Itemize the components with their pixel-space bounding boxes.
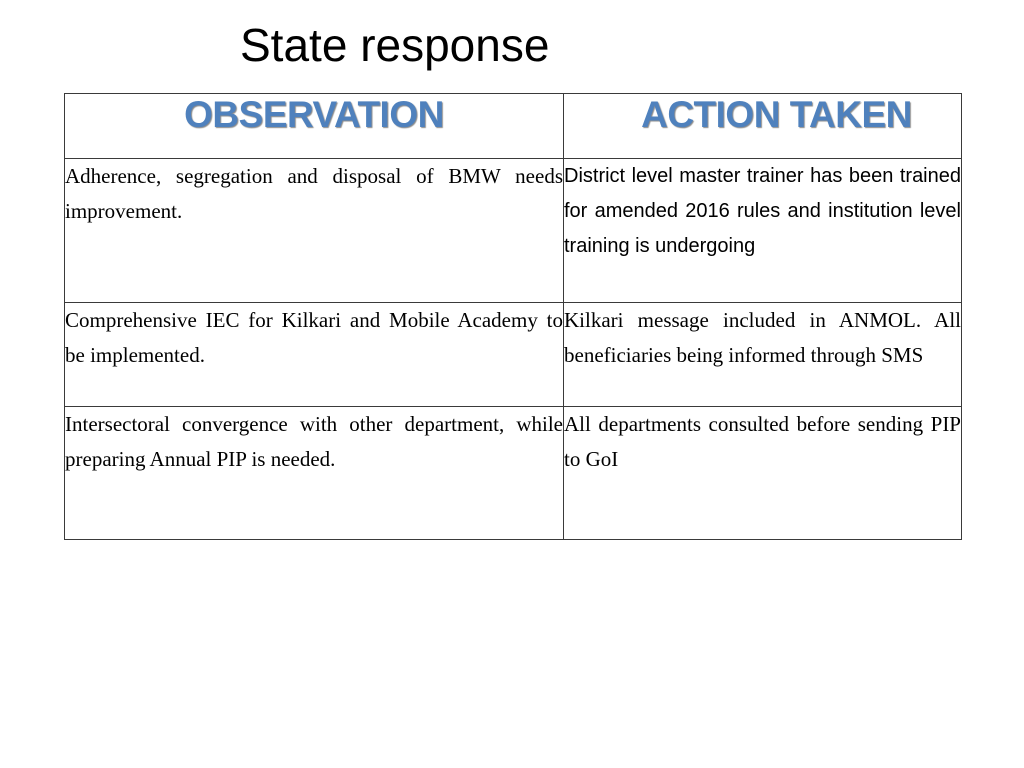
observation-action-table (64, 93, 962, 540)
action-cell: Kilkari message included in ANMOL. All beneficiaries being informed through SMS (564, 303, 962, 407)
column-header-action-taken (564, 94, 962, 159)
table-row (65, 407, 962, 540)
table-row (65, 303, 962, 407)
observation-cell: Comprehensive IEC for Kilkari and Mobile Academy to be implemented. (65, 303, 564, 407)
page-title: State response (240, 19, 550, 71)
action-cell: All departments consulted before sending PIP to GoI (564, 407, 962, 540)
observation-cell: Adherence, segregation and disposal of BMW needs improvement. (65, 159, 564, 303)
action-cell: District level master trainer has been trained for amended 2016 rules and institution level training is undergoing (564, 159, 962, 303)
column-header-observation (65, 94, 564, 159)
column-header-action-taken-label: ACTION TAKEN (641, 94, 912, 135)
table-row (65, 159, 962, 303)
observation-cell: Intersectoral convergence with other department, while preparing Annual PIP is needed. (65, 407, 564, 540)
column-header-observation-label: OBSERVATION (184, 94, 444, 135)
table-header-row (65, 94, 962, 159)
